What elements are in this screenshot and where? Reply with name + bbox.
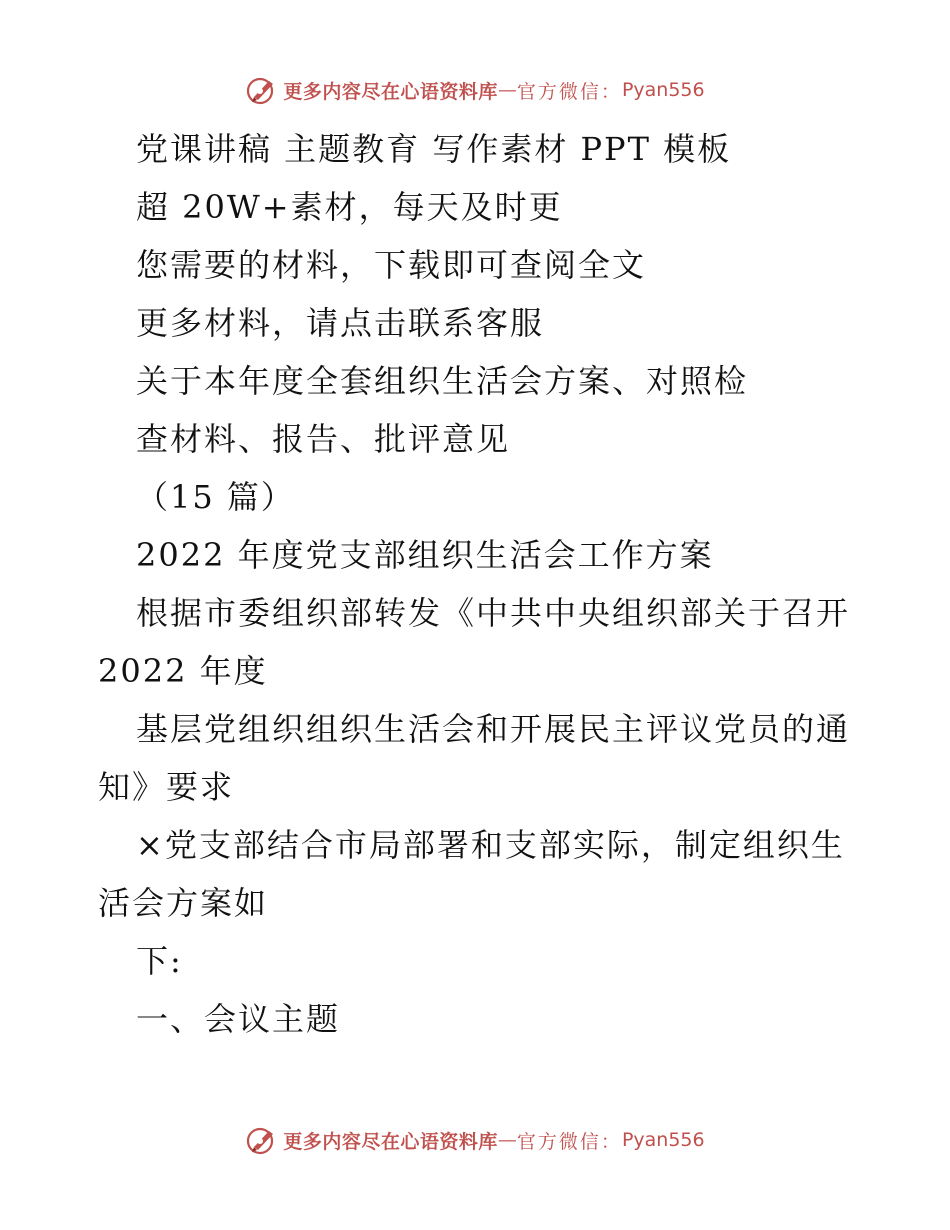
watermark-wechat-id: Pyan556 [621,1129,705,1151]
document-line: （15 篇） [136,478,295,516]
watermark-dash: — [497,79,517,101]
document-line: 查材料、报告、批评意见 [136,420,511,458]
footer-watermark [0,1120,950,1160]
document-line: 2022 年度 [98,652,268,690]
document-line: 2022 年度党支部组织生活会工作方案 [136,536,714,574]
document-line: 基层党组织组织生活会和开展民主评议党员的通 [136,710,851,748]
watermark-dash: — [497,1129,517,1151]
document-line: 下: [136,942,183,980]
watermark-sub-text: 官方微信： [516,1130,622,1153]
document-body [98,120,858,1048]
document-line: 更多材料，请点击联系客服 [136,304,545,342]
document-line: 根据市委组织部转发《中共中央组织部关于召开 [136,594,851,632]
watermark-main-text: 更多内容尽在心语资料库 [283,80,498,103]
header-watermark [0,70,950,110]
document-line: 一、会议主题 [136,1000,341,1038]
document-line: ×党支部结合市局部署和支部实际，制定组织生 [136,826,845,864]
watermark-main-text: 更多内容尽在心语资料库 [283,1130,498,1153]
watermark-sub-text: 官方微信： [516,80,622,103]
document-line: 党课讲稿 主题教育 写作素材 PPT 模板 [136,130,732,168]
pen-logo-icon [245,1123,279,1157]
document-line: 您需要的材料，下载即可查阅全文 [136,246,647,284]
pen-logo-icon [245,73,279,107]
document-line: 知》要求 [98,768,235,806]
document-line: 超 20W+素材，每天及时更 [136,188,563,226]
watermark-wechat-id: Pyan556 [621,79,705,101]
document-line: 活会方案如 [98,884,269,922]
document-line: 关于本年度全套组织生活会方案、对照检 [136,362,749,400]
